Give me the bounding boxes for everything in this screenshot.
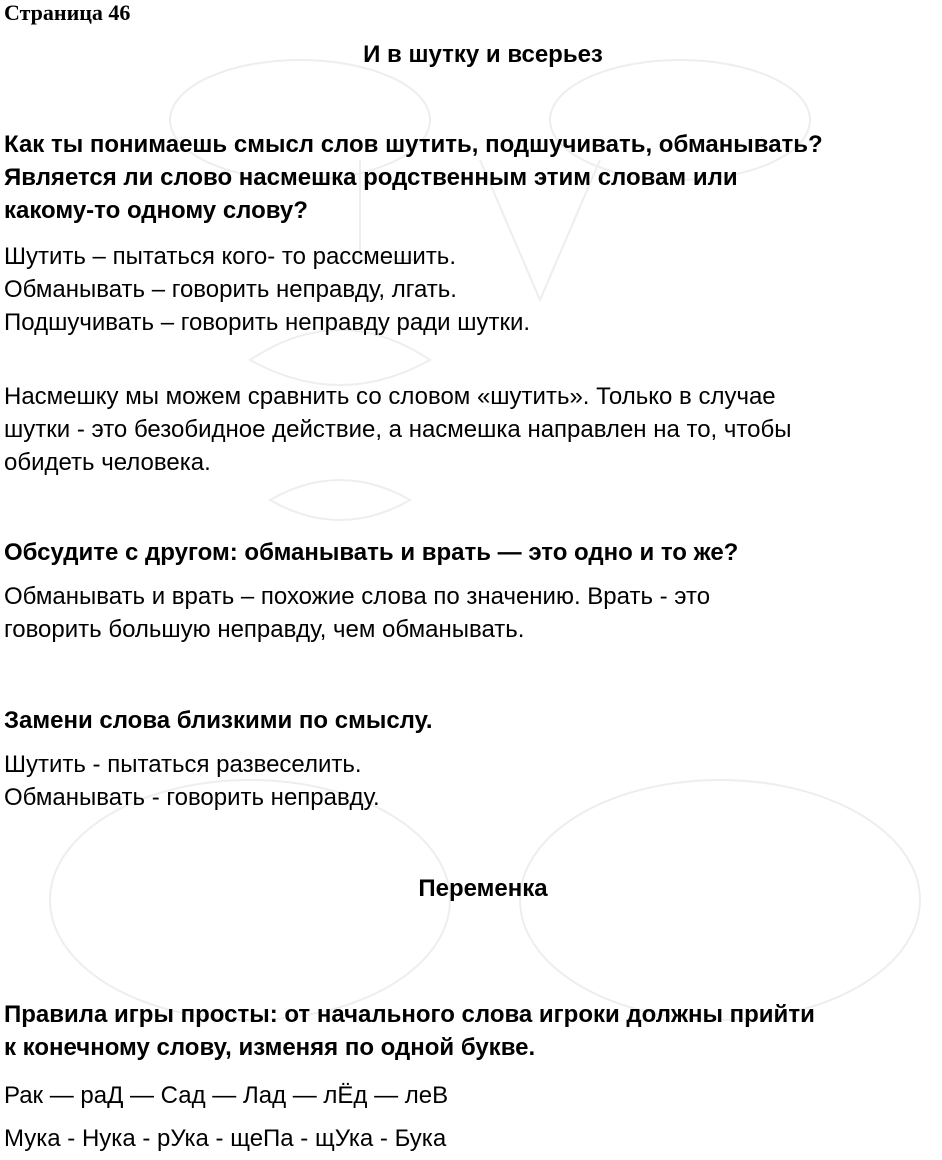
game-rules-line: к конечному слову, изменяя по одной букве.: [4, 1034, 536, 1061]
question-3: [4, 704, 942, 737]
game-rules-line: Правила игры просты: от начального слова игроки должны прийти: [4, 1001, 815, 1028]
question-1-line: какому-то одному слову?: [4, 197, 308, 224]
page-title: И в шутку и всерьез: [363, 41, 603, 68]
answer-1-line: Обманывать – говорить неправду, лгать.: [4, 276, 457, 303]
question-3-line: Замени слова близкими по смыслу.: [4, 707, 433, 734]
word-chain: Рак — раД — Сад — Лад — лЁд — леВ: [4, 1082, 449, 1109]
question-1-line: Является ли слово насмешка родственным этим словам или: [4, 164, 738, 191]
answer-3: [4, 748, 942, 814]
answer-2-line: Обманывать и врать – похожие слова по значению. Врать - это: [4, 583, 711, 610]
answer-2-line: говорить большую неправду, чем обманывать.: [4, 616, 525, 643]
section-subtitle: Переменка: [418, 875, 548, 902]
page-number: Страница 46: [4, 0, 131, 25]
answer-1b-line: шутки - это безобидное действие, а насмешка направлен на то, чтобы: [4, 416, 792, 443]
answer-3-line: Обманывать - говорить неправду.: [4, 784, 380, 811]
answer-1b-line: Насмешку мы можем сравнить со словом «шутить». Только в случае: [4, 383, 776, 410]
word-chain: Мука - Нука - рУка - щеПа - щУка - Бука: [4, 1125, 447, 1152]
answer-2: [4, 580, 942, 646]
question-1: [4, 128, 942, 227]
game-rules: [4, 998, 942, 1064]
question-1-line: Как ты понимаешь смысл слов шутить, подшучивать, обманывать?: [4, 131, 823, 158]
answer-3-line: Шутить - пытаться развеселить.: [4, 751, 362, 778]
question-2-line: Обсудите с другом: обманывать и врать — это одно и то же?: [4, 539, 739, 566]
answer-1: [4, 240, 942, 339]
answer-1-line: Шутить – пытаться кого- то рассмешить.: [4, 243, 456, 270]
game-chains: [4, 1074, 942, 1160]
answer-1b-line: обидеть человека.: [4, 449, 211, 476]
answer-1-line: Подшучивать – говорить неправду ради шутки.: [4, 309, 531, 336]
answer-1-continued: [4, 380, 942, 479]
question-2: [4, 536, 942, 569]
